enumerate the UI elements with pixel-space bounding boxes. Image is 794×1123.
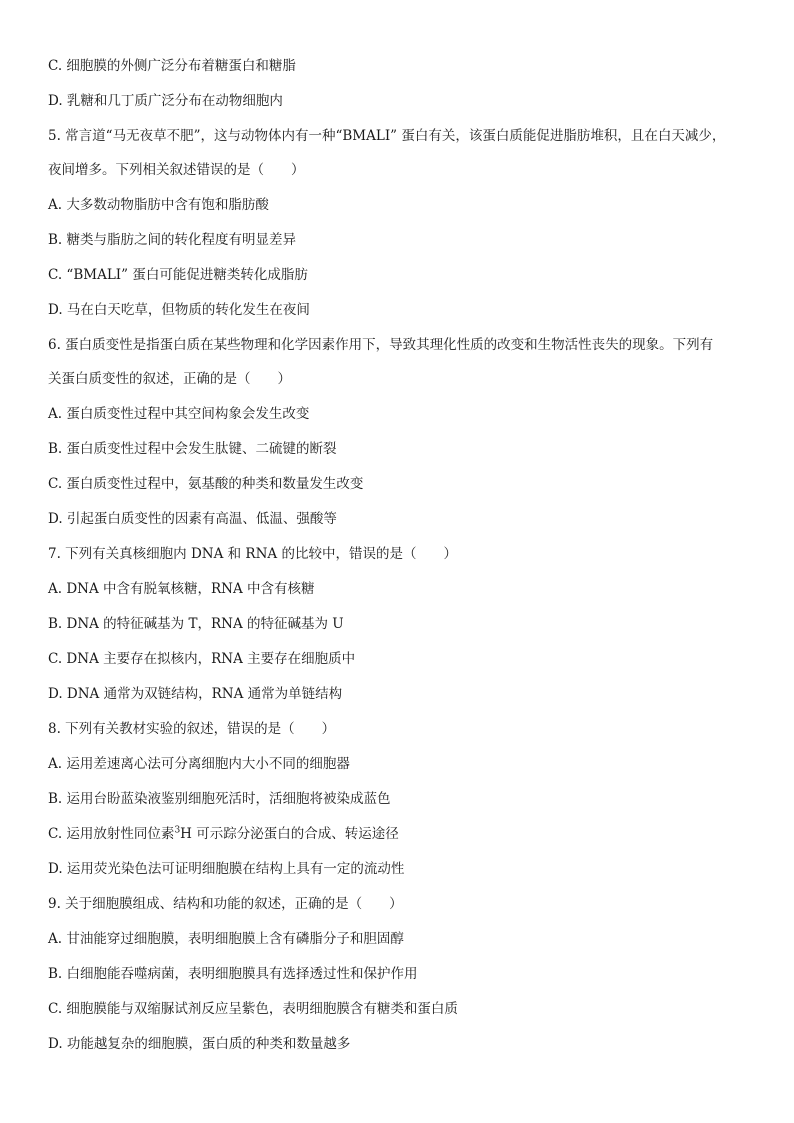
option-c-q5: C. “BMALI” 蛋白可能促进糖类转化成脂肪 [48,267,308,283]
option-d-q5: D. 马在白天吃草，但物质的转化发生在夜间 [48,302,310,318]
option-d-q6: D. 引起蛋白质变性的因素有高温、低温、强酸等 [48,511,337,527]
option-b-q8: B. 运用台盼蓝染液鉴别细胞死活时，活细胞将被染成蓝色 [48,791,391,807]
option-d-q4: D. 乳糖和几丁质广泛分布在动物细胞内 [48,93,283,109]
option-b-q6: B. 蛋白质变性过程中会发生肽键、二硫键的断裂 [48,441,337,457]
option-b-q9: B. 白细胞能吞噬病菌，表明细胞膜具有选择透过性和保护作用 [48,966,418,982]
option-c-q8-suffix: H 可示踪分泌蛋白的合成、转运途径 [180,826,399,842]
option-b-q7: B. DNA 的特征碱基为 T，RNA 的特征碱基为 U [48,616,344,632]
option-c-q4: C. 细胞膜的外侧广泛分布着糖蛋白和糖脂 [48,58,296,74]
option-a-q6: A. 蛋白质变性过程中其空间构象会发生改变 [48,406,310,422]
question-8-stem: 8. 下列有关教材实验的叙述，错误的是（ ） [48,721,336,737]
question-5-stem: 5. 常言道“马无夜草不肥”，这与动物体内有一种“BMALI” 蛋白有关，该蛋白质能促进脂肪堆积，且在白天减少， [48,128,726,144]
option-d-q8: D. 运用荧光染色法可证明细胞膜在结构上具有一定的流动性 [48,861,405,877]
option-d-q7: D. DNA 通常为双链结构，RNA 通常为单链结构 [48,686,343,702]
option-b-q5: B. 糖类与脂肪之间的转化程度有明显差异 [48,232,297,248]
option-a-q7: A. DNA 中含有脱氧核糖，RNA 中含有核糖 [48,581,315,597]
question-5-stem-cont: 夜间增多。下列相关叙述错误的是（ ） [48,162,305,178]
isotope-mass-number: 3 [174,825,181,836]
option-d-q9: D. 功能越复杂的细胞膜，蛋白质的种类和数量越多 [48,1036,351,1052]
option-c-q8 [48,824,734,844]
question-7-stem: 7. 下列有关真核细胞内 DNA 和 RNA 的比较中，错误的是（ ） [48,546,457,562]
question-6-stem-cont: 关蛋白质变性的叙述，正确的是（ ） [48,371,291,387]
option-c-q7: C. DNA 主要存在拟核内，RNA 主要存在细胞质中 [48,651,356,667]
option-a-q9: A. 甘油能穿过细胞膜，表明细胞膜上含有磷脂分子和胆固醇 [48,931,404,947]
option-c-q8-prefix: C. 运用放射性同位素 [48,826,175,842]
option-a-q8: A. 运用差速离心法可分离细胞内大小不同的细胞器 [48,756,350,772]
option-c-q9: C. 细胞膜能与双缩脲试剂反应呈紫色，表明细胞膜含有糖类和蛋白质 [48,1001,458,1017]
question-6-stem: 6. 蛋白质变性是指蛋白质在某些物理和化学因素作用下，导致其理化性质的改变和生物活性丧失的现象。下列有 [48,337,714,353]
question-9-stem: 9. 关于细胞膜组成、结构和功能的叙述，正确的是（ ） [48,896,403,912]
option-a-q5: A. 大多数动物脂肪中含有饱和脂肪酸 [48,197,269,213]
option-c-q6: C. 蛋白质变性过程中，氨基酸的种类和数量发生改变 [48,476,364,492]
